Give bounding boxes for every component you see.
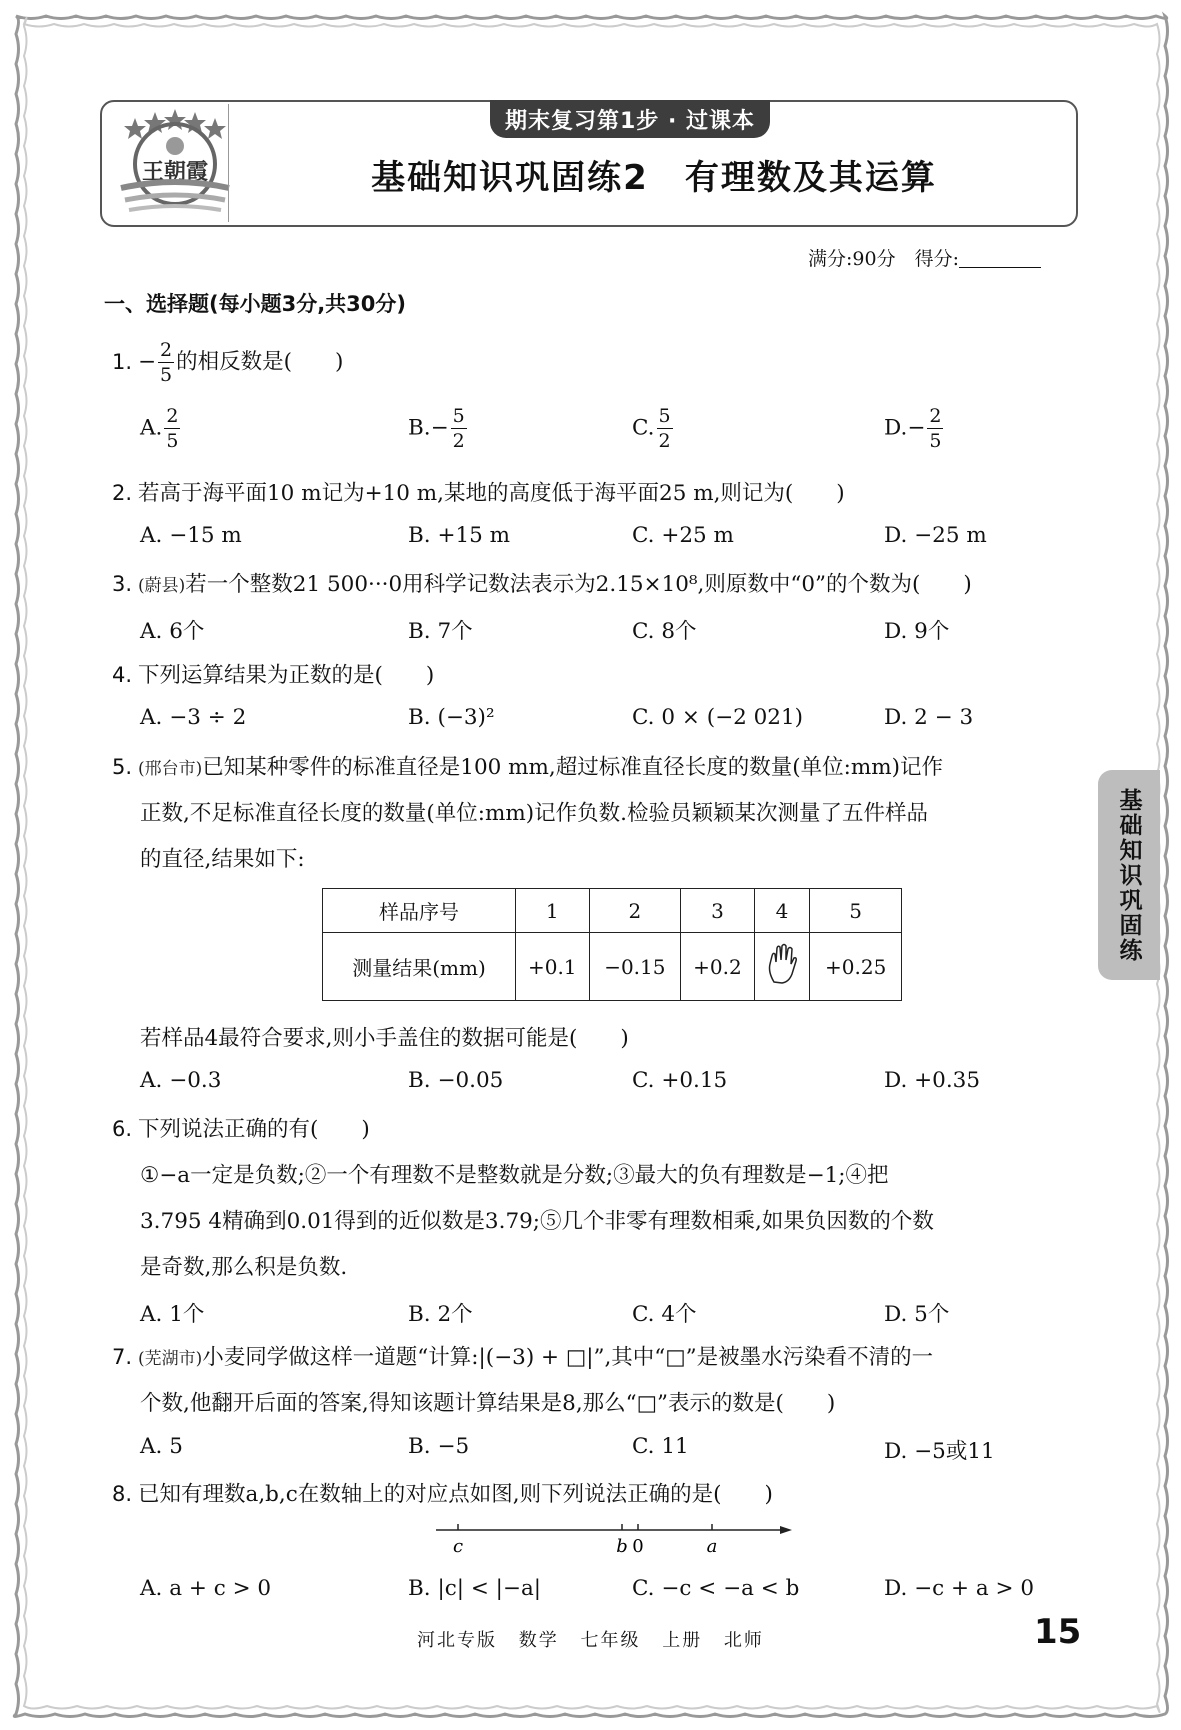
option-a[interactable]: A. 5 [140, 1434, 183, 1459]
option-b[interactable]: B. −0.05 [408, 1068, 504, 1093]
table-row [323, 889, 902, 933]
option-d[interactable]: D. 9个 [884, 619, 950, 644]
question-2 [112, 476, 845, 507]
option-sign: − [430, 415, 449, 441]
question-3 [112, 567, 972, 598]
question-number: 3. [112, 572, 133, 596]
option-label: A. [140, 415, 163, 441]
question-text: 已知某种零件的标准直径是100 mm,超过标准直径长度的数量(单位:mm)记作 [202, 755, 944, 780]
option-d[interactable]: D. 5个 [884, 1302, 950, 1327]
question-number: 5. [112, 755, 133, 779]
table-cell: +0.1 [516, 933, 590, 1001]
question-8 [112, 1477, 773, 1508]
option-d[interactable]: D. −5或11 [884, 1439, 995, 1464]
publisher-logo [115, 106, 235, 216]
numerator: 2 [929, 405, 942, 427]
question-number: 8. [112, 1482, 133, 1506]
option-fraction [164, 404, 180, 453]
score-line [808, 244, 1041, 271]
question-5 [112, 750, 943, 781]
arrow-icon [780, 1526, 792, 1534]
table-cell-covered [754, 933, 810, 1001]
point-label-zero: 0 [632, 1536, 644, 1557]
option-a[interactable] [140, 404, 182, 453]
table-cell: −0.15 [589, 933, 681, 1001]
numerator: 2 [166, 405, 179, 427]
question-7 [112, 1340, 933, 1371]
option-a[interactable]: A. 6个 [140, 619, 205, 644]
option-fraction [927, 404, 943, 453]
question-source: (邢台市) [138, 759, 203, 779]
question-text: 若一个整数21 500···0用科学记数法表示为2.15×10⁸,则原数中“0”的个数为( ) [185, 572, 972, 597]
denominator: 5 [166, 430, 179, 452]
footer-text: 河北专版 数学 七年级 上册 北师 [417, 1630, 764, 1651]
side-tab: 基础知识巩固练 [1098, 770, 1160, 980]
numerator: 2 [160, 339, 173, 361]
option-d[interactable]: D. −25 m [884, 523, 987, 548]
table-cell: +0.25 [810, 933, 902, 1001]
question-number: 4. [112, 663, 133, 687]
hand-icon [764, 942, 800, 986]
question-text-line: 若样品4最符合要求,则小手盖住的数据可能是( ) [140, 1026, 629, 1051]
point-label-a: a [706, 1536, 718, 1557]
denominator: 2 [452, 430, 465, 452]
point-label-c: c [452, 1536, 464, 1557]
option-c[interactable]: C. +0.15 [632, 1068, 728, 1093]
option-a[interactable]: A. −15 m [140, 523, 242, 548]
numerator: 5 [452, 405, 465, 427]
option-b[interactable]: B. 7个 [408, 619, 473, 644]
table-cell: 3 [681, 889, 755, 933]
fraction [158, 338, 174, 387]
option-a[interactable]: A. −3 ÷ 2 [140, 705, 247, 730]
question-4 [112, 658, 434, 689]
option-b[interactable]: B. +15 m [408, 523, 511, 548]
option-c[interactable]: C. −c < −a < b [632, 1576, 800, 1601]
option-c[interactable]: C. 4个 [632, 1302, 697, 1327]
question-text-line: 正数,不足标准直径长度的数量(单位:mm)记作负数.检验员颖颖某次测量了五件样品 [140, 801, 928, 826]
option-b[interactable]: B. 2个 [408, 1302, 473, 1327]
option-a[interactable]: A. a + c > 0 [140, 1576, 272, 1601]
option-b[interactable] [408, 404, 469, 453]
question-1 [112, 338, 343, 387]
minus-sign: − [138, 349, 157, 375]
option-a[interactable]: A. −0.3 [140, 1068, 222, 1093]
option-c[interactable]: C. 0 × (−2 021) [632, 705, 804, 730]
question-source: (芜湖市) [138, 1349, 203, 1369]
question-number: 7. [112, 1345, 133, 1369]
option-a[interactable]: A. 1个 [140, 1302, 205, 1327]
table-cell: 5 [810, 889, 902, 933]
number-line [436, 1512, 796, 1562]
question-text-line: ①−a一定是负数;②一个有理数不是整数就是分数;③最大的负有理数是−1;④把 [140, 1163, 889, 1188]
option-b[interactable]: B. (−3)² [408, 705, 495, 730]
question-text: 的相反数是( ) [176, 349, 344, 375]
numerator: 5 [658, 405, 671, 427]
question-source: (蔚县) [138, 576, 186, 596]
option-c[interactable] [632, 404, 675, 453]
question-text: 小麦同学做这样一道题“计算:|(−3) + □|”,其中“□”是被墨水污染看不清的一 [202, 1345, 934, 1370]
option-fraction [657, 404, 673, 453]
option-c[interactable]: C. +25 m [632, 523, 734, 548]
table-cell: 1 [516, 889, 590, 933]
option-d[interactable] [884, 404, 945, 453]
question-6 [112, 1112, 370, 1143]
question-number: 1. [112, 349, 133, 374]
option-b[interactable]: B. |c| < |−a| [408, 1576, 541, 1601]
option-d[interactable]: D. +0.35 [884, 1068, 981, 1093]
page-number: 15 [1034, 1612, 1082, 1652]
option-c[interactable]: C. 11 [632, 1434, 689, 1459]
logo-divider [228, 104, 229, 222]
table-cell: 4 [754, 889, 810, 933]
denominator: 5 [160, 364, 173, 386]
score-blank[interactable] [959, 249, 1041, 268]
question-text: 已知有理数a,b,c在数轴上的对应点如图,则下列说法正确的是( ) [138, 1482, 773, 1507]
section-title: 一、选择题(每小题3分,共30分) [104, 292, 407, 316]
question-text: 下列说法正确的有( ) [138, 1117, 370, 1142]
option-label: C. [632, 415, 655, 441]
point-label-b: b [616, 1536, 628, 1557]
question-text: 若高于海平面10 m记为+10 m,某地的高度低于海平面25 m,则记为( ) [138, 481, 845, 506]
option-label: B. [408, 415, 431, 441]
denominator: 2 [658, 430, 671, 452]
option-fraction [451, 404, 467, 453]
table-cell: 样品序号 [323, 889, 516, 933]
option-sign: − [907, 415, 926, 441]
question-number: 2. [112, 481, 133, 505]
question-text-line: 3.795 4精确到0.01得到的近似数是3.79;⑤几个非零有理数相乘,如果负因数的个数 [140, 1209, 934, 1234]
question-number: 6. [112, 1117, 133, 1141]
logo-text: 王朝霞 [141, 159, 209, 185]
table-cell: +0.2 [681, 933, 755, 1001]
table-row [323, 933, 902, 1001]
worksheet-title: 基础知识巩固练2 有理数及其运算 [371, 158, 937, 198]
question-text-line: 是奇数,那么积是负数. [140, 1255, 348, 1280]
option-d[interactable]: D. −c + a > 0 [884, 1576, 1035, 1601]
option-c[interactable]: C. 8个 [632, 619, 697, 644]
question-text-line: 的直径,结果如下: [140, 847, 305, 872]
denominator: 5 [929, 430, 942, 452]
measurement-table [322, 888, 902, 1001]
question-text: 下列运算结果为正数的是( ) [138, 663, 435, 688]
option-b[interactable]: B. −5 [408, 1434, 470, 1459]
table-cell: 2 [589, 889, 681, 933]
question-text-line: 个数,他翻开后面的答案,得知该题计算结果是8,那么“□”表示的数是( ) [140, 1391, 836, 1416]
score-label: 满分:90分 得分: [808, 248, 959, 270]
option-label: D. [884, 415, 908, 441]
step-tab: 期末复习第1步 · 过课本 [490, 100, 770, 138]
table-cell: 测量结果(mm) [323, 933, 516, 1001]
option-d[interactable]: D. 2 − 3 [884, 705, 974, 730]
